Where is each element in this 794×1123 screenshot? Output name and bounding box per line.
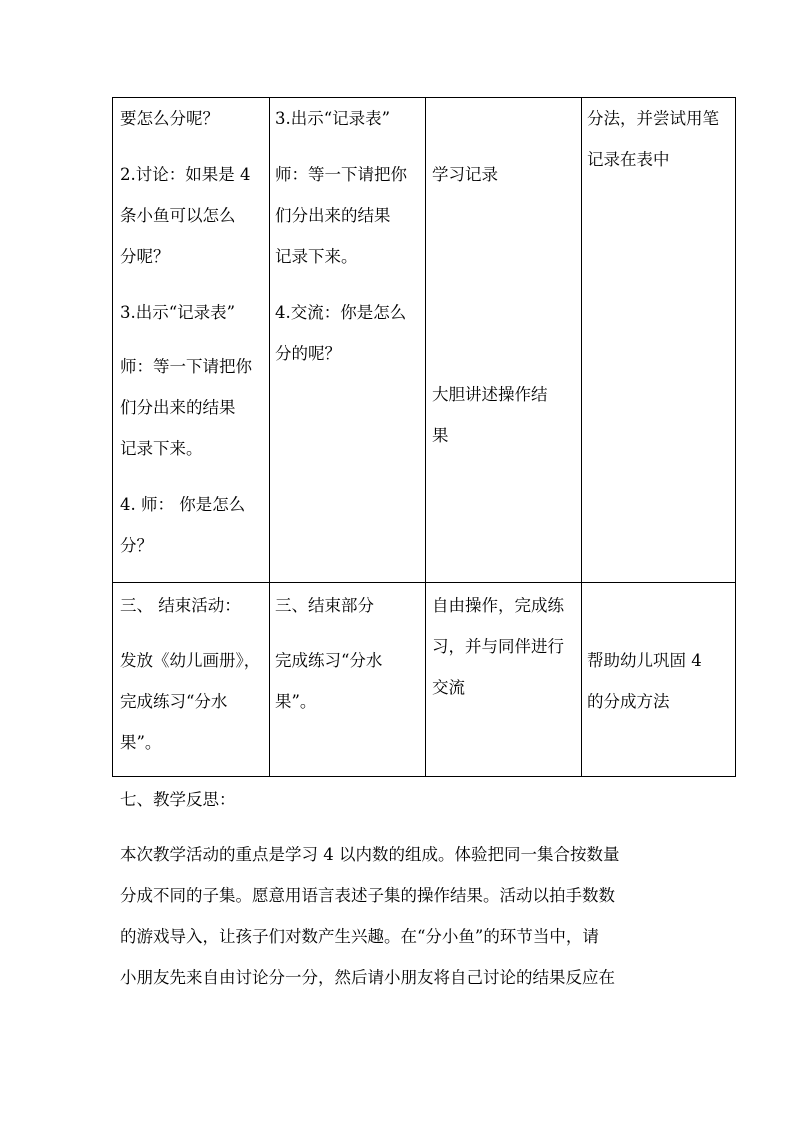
cell-text: 4.交流：你是怎么 xyxy=(275,303,407,322)
cell-text: 学习记录 xyxy=(432,165,498,184)
cell-text: 发放《幼儿画册》， xyxy=(120,651,261,670)
cell-text: 果”。 xyxy=(120,733,162,752)
cell-text: 的分成方法 xyxy=(587,692,670,711)
cell-text: 分的呢？ xyxy=(275,344,341,363)
paragraph-line: 小朋友先来自由讨论分一分，然后请小朋友将自己讨论的结果反应在 xyxy=(120,968,615,987)
table-cell-r2-c4 xyxy=(581,582,736,777)
cell-text: 记录下来。 xyxy=(120,439,203,458)
section-heading: 七、教学反思： xyxy=(120,790,236,809)
cell-text: 师：等一下请把你 xyxy=(120,357,252,376)
paragraph-line: 的游戏导入，让孩子们对数产生兴趣。在“分小鱼”的环节当中，请 xyxy=(120,927,599,946)
cell-text: 分呢？ xyxy=(120,247,170,266)
cell-text: 3.出示“记录表” xyxy=(120,303,236,322)
cell-text: 师：等一下请把你 xyxy=(275,165,407,184)
cell-text: 三、 结束活动： xyxy=(120,596,241,615)
cell-text: 记录在表中 xyxy=(587,150,670,169)
paragraph-line: 本次教学活动的重点是学习 4 以内数的组成。体验把同一集合按数量 xyxy=(120,845,620,864)
cell-text: 大胆讲述操作结 xyxy=(432,385,548,404)
cell-text: 们分出来的结果 xyxy=(275,206,391,225)
cell-text: 三、结束部分 xyxy=(275,596,374,615)
cell-text: 分法，并尝试用笔 xyxy=(587,109,719,128)
cell-text: 果”。 xyxy=(275,692,317,711)
cell-text: 分？ xyxy=(120,536,153,555)
cell-text: 完成练习“分水 xyxy=(120,692,228,711)
cell-text: 2.讨论：如果是 4 xyxy=(120,165,251,184)
cell-text: 要怎么分呢？ xyxy=(120,109,219,128)
cell-text: 们分出来的结果 xyxy=(120,398,236,417)
cell-text: 记录下来。 xyxy=(275,247,358,266)
cell-text: 果 xyxy=(432,426,449,445)
cell-text: 自由操作，完成练 xyxy=(432,596,564,615)
cell-text: 完成练习“分水 xyxy=(275,651,383,670)
cell-text: 条小鱼可以怎么 xyxy=(120,206,236,225)
cell-text: 3.出示“记录表” xyxy=(275,109,391,128)
cell-text: 4. 师： 你是怎么 xyxy=(120,495,246,514)
cell-text: 帮助幼儿巩固 4 xyxy=(587,651,702,670)
lesson-plan-table xyxy=(112,97,736,777)
cell-text: 交流 xyxy=(432,678,465,697)
paragraph-line: 分成不同的子集。愿意用语言表述子集的操作结果。活动以拍手数数 xyxy=(120,886,615,905)
cell-text: 习，并与同伴进行 xyxy=(432,637,564,656)
